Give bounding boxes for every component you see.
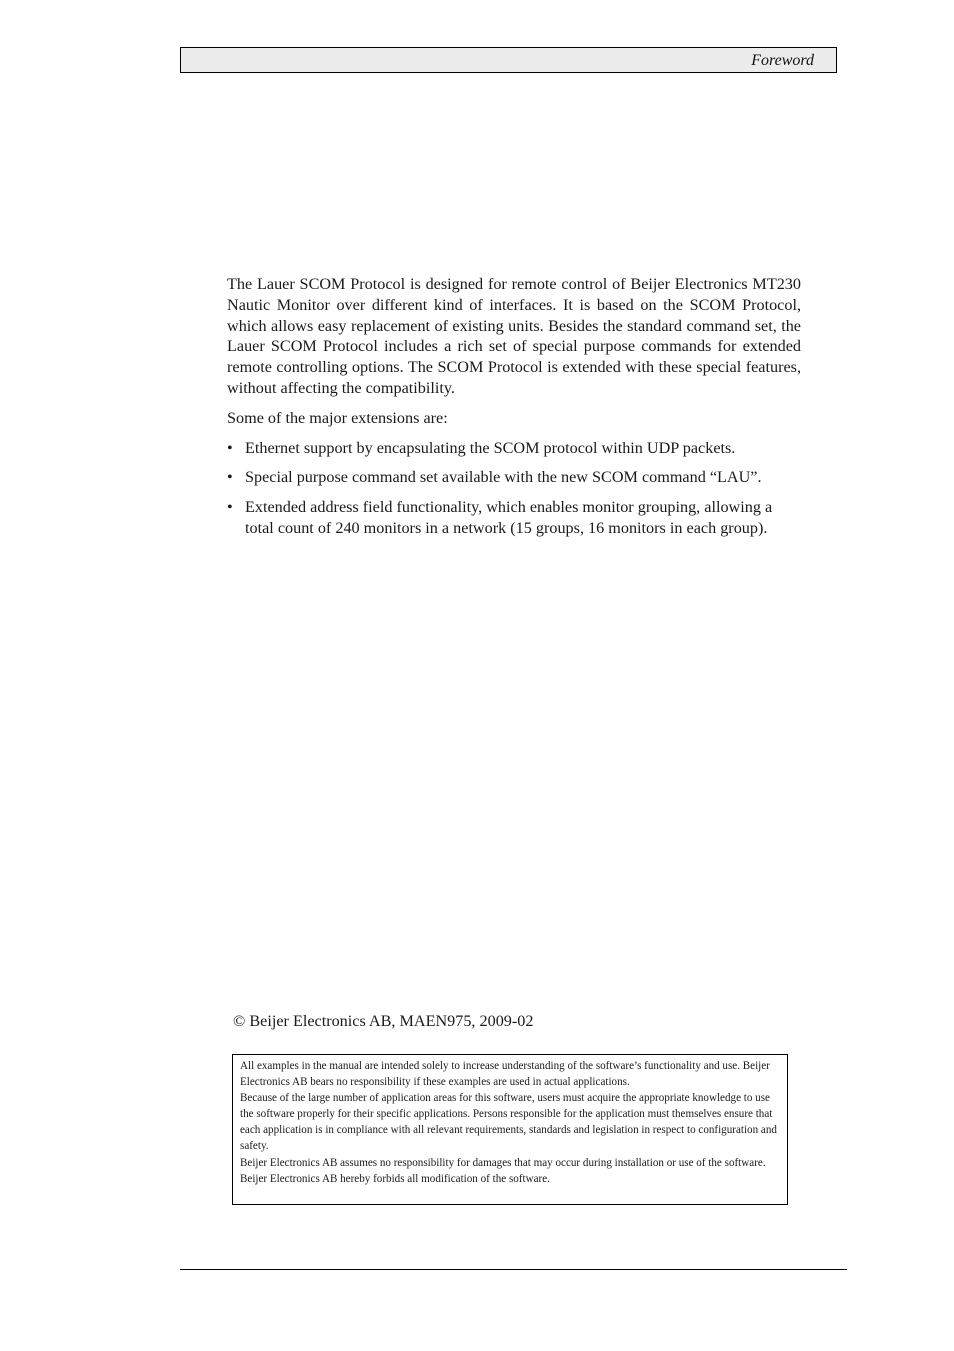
extensions-list <box>227 438 801 539</box>
disclaimer-paragraph: Beijer Electronics AB hereby forbids all modification of the software. <box>240 1172 550 1185</box>
list-item-text: Ethernet support by encapsulating the SCOM protocol within UDP packets. <box>245 438 736 457</box>
page-header <box>180 47 837 73</box>
bullet-icon: • <box>227 438 233 457</box>
disclaimer-paragraph: Because of the large number of application areas for this software, users must acquire the appropriate knowledge to use the software properly for their specific applications. Persons responsible for the application must themselves ensure that each application is in compliance with all relevant requirements, standards and legislation in respect to configuration and safety. <box>240 1092 777 1153</box>
list-item-text: Extended address field functionality, which enables monitor grouping, allowing a total count of 240 monitors in a network (15 groups, 16 monitors in each group). <box>245 498 773 537</box>
footer-divider <box>180 1269 847 1270</box>
disclaimer-paragraph: All examples in the manual are intended solely to increase understanding of the software’s functionality and use. Beijer Electronics AB bears no responsibility if these examples are used in actual applications. <box>240 1060 770 1089</box>
extensions-intro: Some of the major extensions are: <box>227 408 448 427</box>
list-item-text: Special purpose command set available with the new SCOM command “LAU”. <box>245 468 762 487</box>
list-item <box>227 467 801 488</box>
list-item <box>227 497 801 539</box>
foreword-body <box>227 274 801 548</box>
intro-paragraph: The Lauer SCOM Protocol is designed for remote control of Beijer Electronics MT230 Nautic Monitor over different kind of interfaces. It is based on the SCOM Protocol, which allows easy replacement of existing units. Besides the standard command set, the Lauer SCOM Protocol includes a rich set of special purpose commands for extended remote controlling options. The SCOM Protocol is extended with these special features, without affecting the compatibility. <box>227 275 801 397</box>
copyright-notice: © Beijer Electronics AB, MAEN975, 2009-02 <box>233 1012 534 1030</box>
bullet-icon: • <box>227 498 233 517</box>
bullet-icon: • <box>227 468 233 487</box>
list-item <box>227 438 801 459</box>
section-title: Foreword <box>751 52 814 69</box>
disclaimer-paragraph: Beijer Electronics AB assumes no responsibility for damages that may occur during installation or use of the software. <box>240 1156 766 1169</box>
disclaimer-box <box>232 1054 788 1205</box>
